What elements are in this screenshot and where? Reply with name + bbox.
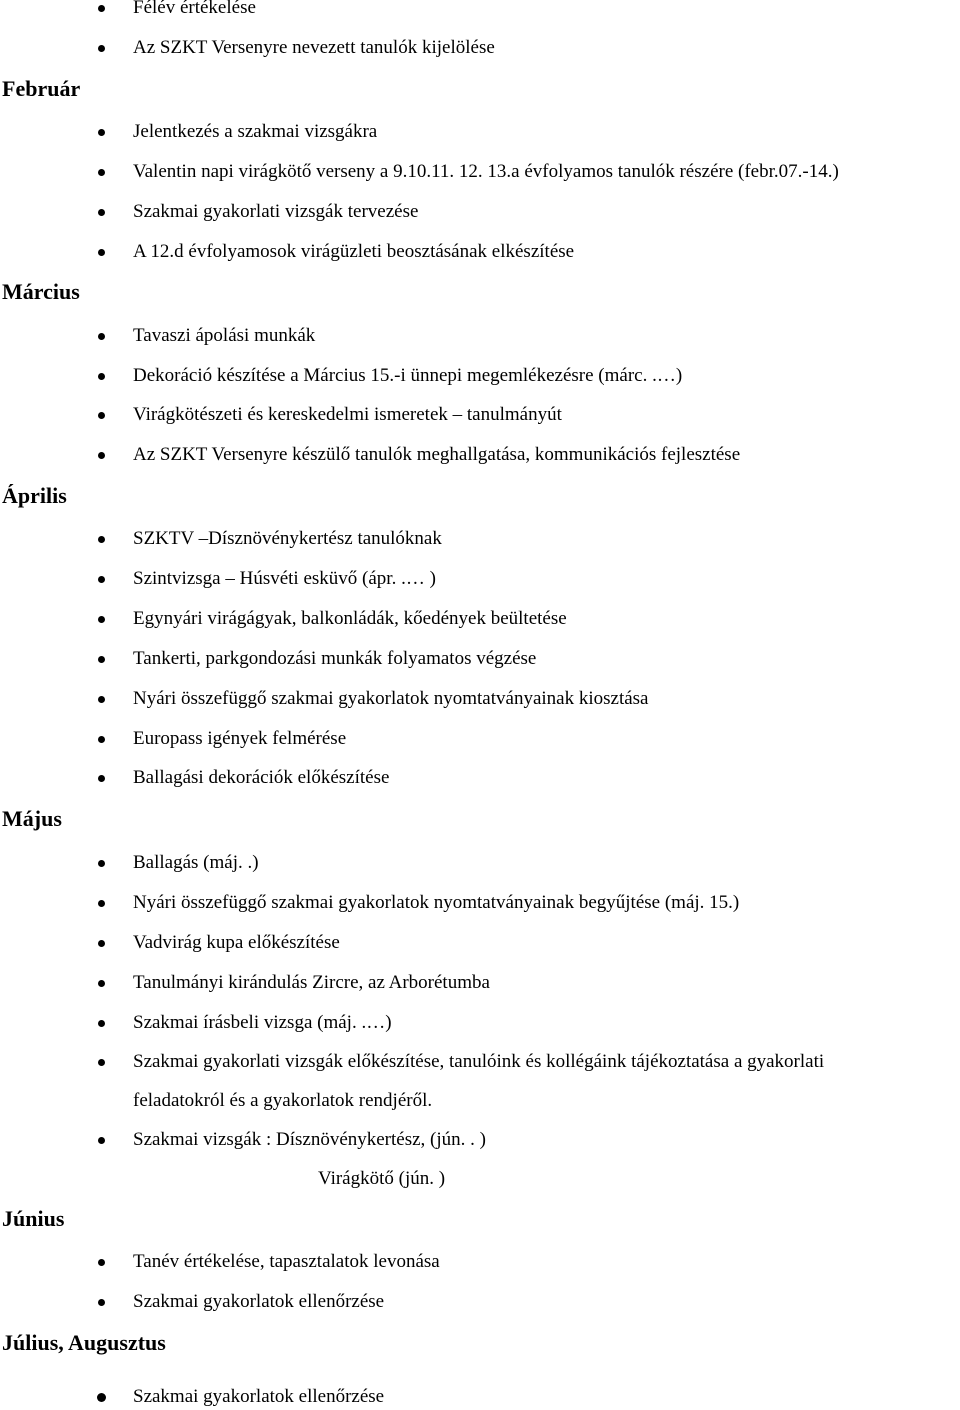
list-item: Szakmai gyakorlati vizsgák tervezése <box>133 201 419 222</box>
bullet-icon <box>98 980 105 987</box>
bullet-icon <box>98 169 105 176</box>
bullet-icon <box>98 900 105 907</box>
list-item: Félév értékelése <box>133 0 256 18</box>
bullet-icon <box>98 1020 105 1027</box>
bullet-icon <box>98 1059 105 1066</box>
month-heading-july-august: Július, Augusztus <box>2 1330 166 1355</box>
bullet-icon <box>98 5 105 12</box>
bullet-icon <box>98 536 105 543</box>
bullet-icon <box>98 412 105 419</box>
list-item: Az SZKT Versenyre készülő tanulók meghallgatása, kommunikációs fejlesztése <box>133 444 741 465</box>
bullet-icon <box>98 1259 105 1266</box>
list-item: Szakmai írásbeli vizsga (máj. .…) <box>133 1012 392 1033</box>
list-item: Nyári összefüggő szakmai gyakorlatok nyomtatványainak begyűjtése (máj. 15.) <box>133 892 740 913</box>
list-item: Szakmai gyakorlatok ellenőrzése <box>133 1386 385 1407</box>
list-item: Tankerti, parkgondozási munkák folyamatos végzése <box>133 648 537 669</box>
month-heading-june: Június <box>2 1206 65 1231</box>
list-item: Ballagási dekorációk előkészítése <box>133 767 390 788</box>
list-item: Tanév értékelése, tapasztalatok levonása <box>133 1251 440 1272</box>
bullet-icon <box>98 656 105 663</box>
bullet-icon <box>98 1299 105 1306</box>
bullet-icon <box>98 860 105 867</box>
bullet-icon <box>98 45 105 52</box>
list-item: Vadvirág kupa előkészítése <box>133 932 340 953</box>
bullet-icon <box>98 1137 105 1144</box>
list-item: A 12.d évfolyamosok virágüzleti beosztásának elkészítése <box>133 241 575 262</box>
list-item: Valentin napi virágkötő verseny a 9.10.11. 12. 13.a évfolyamos tanulók részére (febr.07.-14.) <box>133 161 839 182</box>
month-heading-march: Március <box>2 279 80 304</box>
bullet-icon <box>98 129 105 136</box>
bullet-icon <box>98 373 105 380</box>
list-item: Dekoráció készítése a Március 15.-i ünnepi megemlékezésre (márc. .…) <box>133 365 683 386</box>
list-item: Tanulmányi kirándulás Zircre, az Arborétumba <box>133 972 490 993</box>
list-item: Szakmai gyakorlati vizsgák előkészítése, tanulóink és kollégáink tájékoztatása a gyakorlati <box>133 1051 825 1072</box>
bullet-icon <box>98 940 105 947</box>
list-item: Szintvizsga – Húsvéti esküvő (ápr. .… ) <box>133 568 436 589</box>
bullet-icon <box>98 333 105 340</box>
list-item: Az SZKT Versenyre nevezett tanulók kijelölése <box>133 37 495 58</box>
bullet-icon <box>98 576 105 583</box>
list-item: Nyári összefüggő szakmai gyakorlatok nyomtatványainak kiosztása <box>133 688 649 709</box>
month-heading-may: Május <box>2 806 62 831</box>
bullet-icon <box>98 249 105 256</box>
month-heading-april: Április <box>2 483 67 508</box>
bullet-icon <box>98 696 105 703</box>
list-item: Virágkötészeti és kereskedelmi ismeretek – tanulmányút <box>133 404 562 425</box>
bullet-icon <box>97 1393 106 1402</box>
list-item-continuation: feladatokról és a gyakorlatok rendjéről. <box>133 1090 433 1111</box>
bullet-icon <box>98 736 105 743</box>
bullet-icon <box>98 209 105 216</box>
bullet-icon <box>98 452 105 459</box>
bullet-icon <box>98 775 105 782</box>
list-item-continuation: Virágkötő (jún. ) <box>318 1168 446 1189</box>
list-item: Tavaszi ápolási munkák <box>133 325 316 346</box>
list-item: Egynyári virágágyak, balkonládák, kőedények beültetése <box>133 608 567 629</box>
month-heading-february: Február <box>2 76 81 101</box>
list-item: Ballagás (máj. .) <box>133 852 259 873</box>
bullet-icon <box>98 616 105 623</box>
list-item: Europass igények felmérése <box>133 728 347 749</box>
list-item: Szakmai vizsgák : Dísznövénykertész, (jún. . ) <box>133 1129 486 1150</box>
list-item: Jelentkezés a szakmai vizsgákra <box>133 121 378 142</box>
list-item: Szakmai gyakorlatok ellenőrzése <box>133 1291 385 1312</box>
list-item: SZKTV –Dísznövénykertész tanulóknak <box>133 528 442 549</box>
